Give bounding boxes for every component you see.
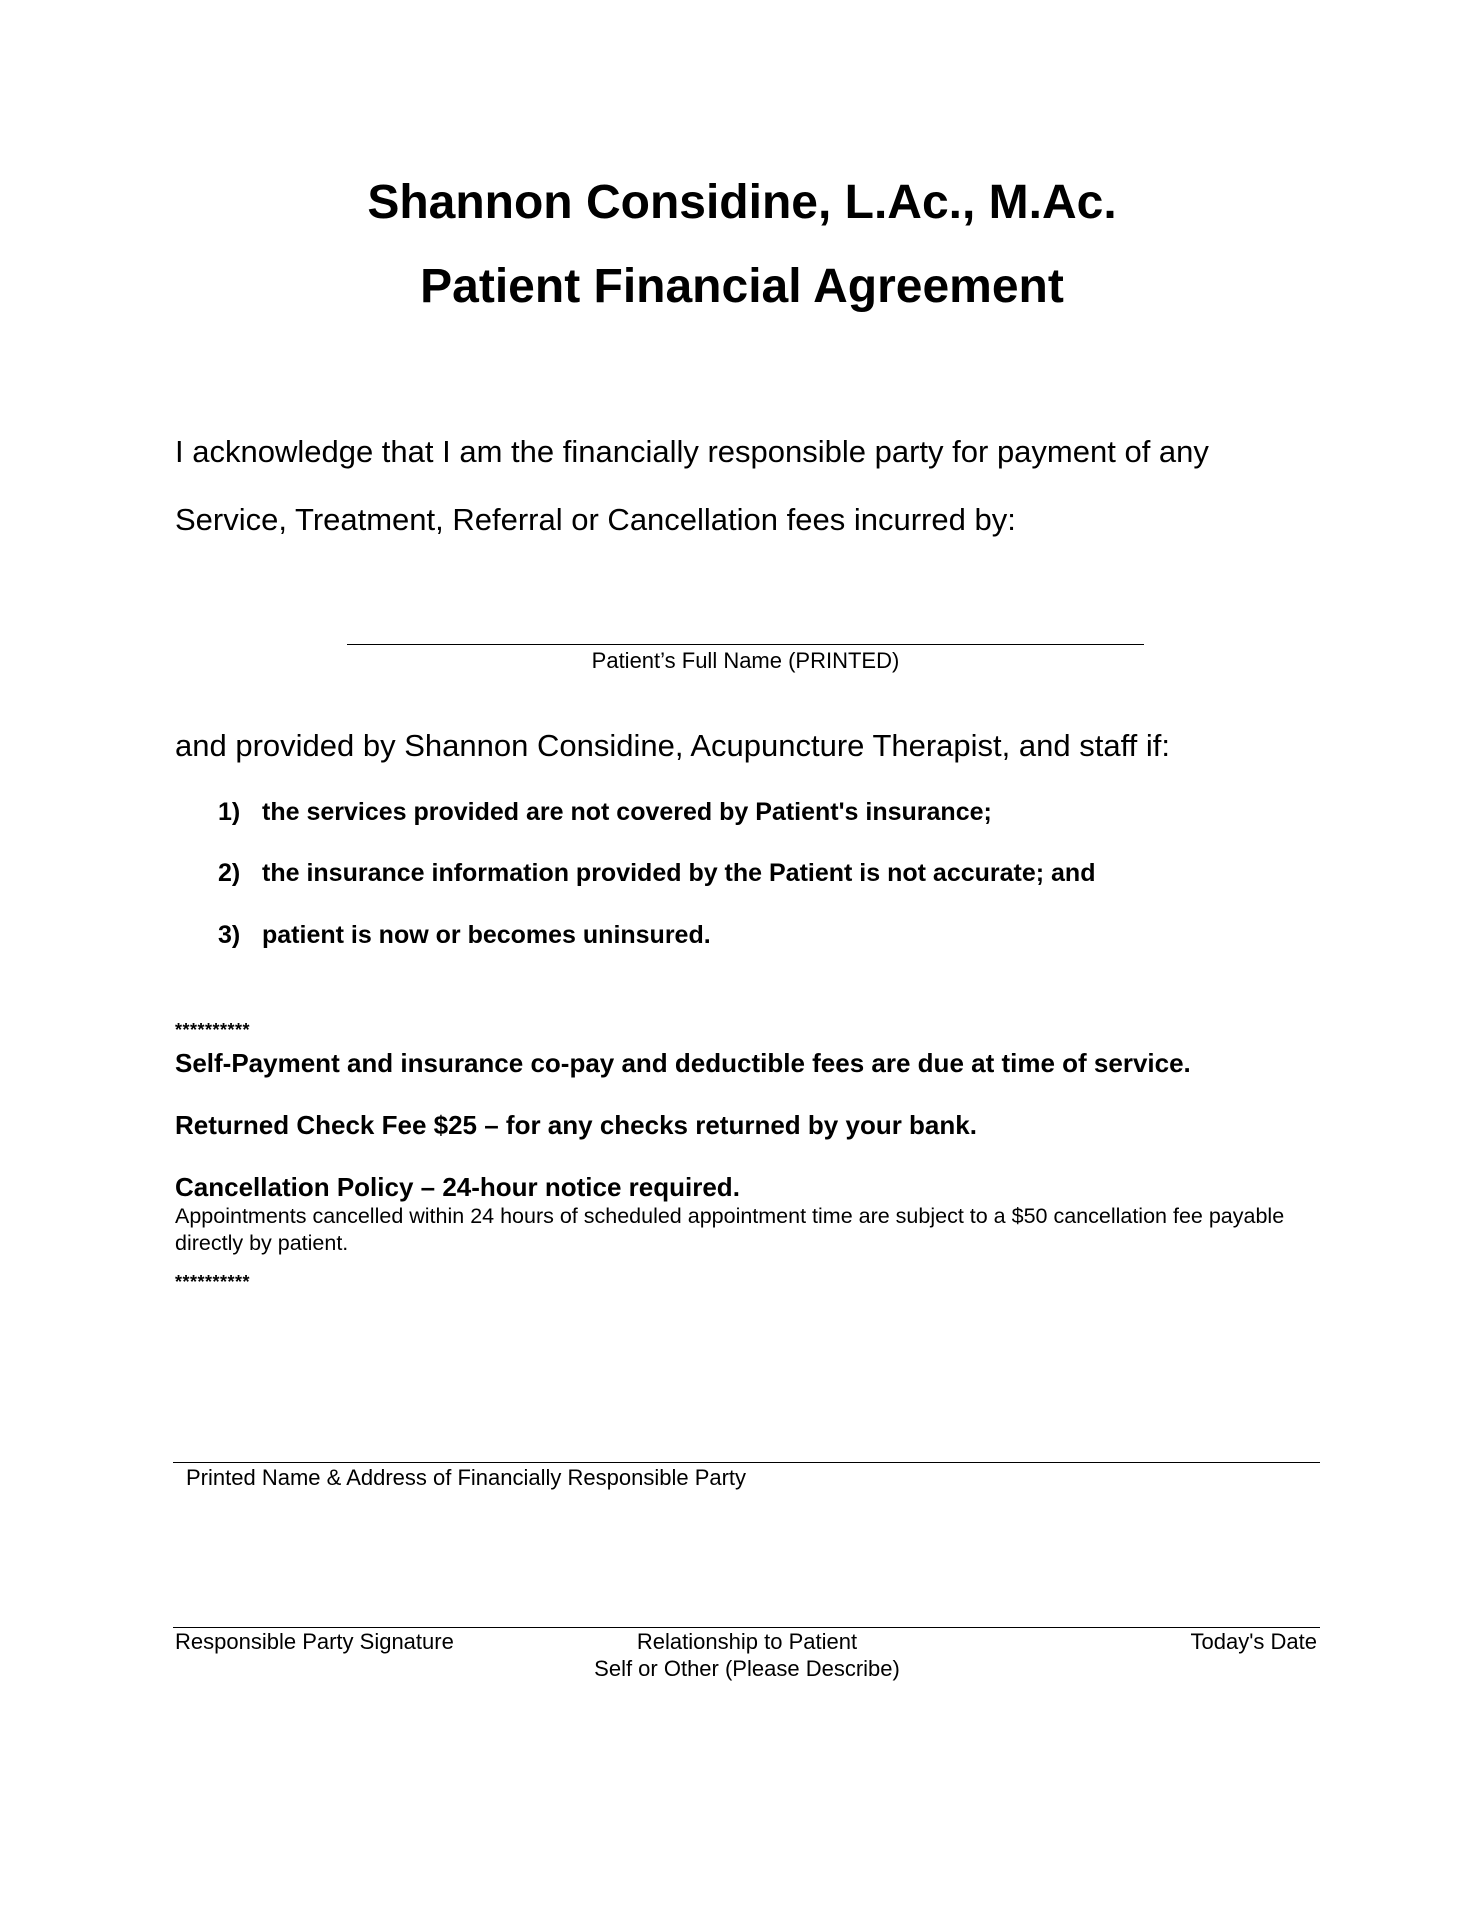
cancellation-policy-heading: Cancellation Policy – 24-hour notice required. [175,1172,740,1202]
separator-top: ********** [175,1020,251,1040]
relationship-label: Relationship to Patient [636,1629,858,1654]
intro-line-1: I acknowledge that I am the financially responsible party for payment of any [175,434,1209,469]
printed-name-address-line[interactable] [173,1462,1320,1463]
signature-label: Responsible Party Signature [175,1629,454,1654]
condition-3-number: 3) [218,921,241,949]
signature-line[interactable] [173,1627,1320,1628]
condition-1-text: the services provided are not covered by Patient's insurance; [262,798,992,826]
condition-1-number: 1) [218,798,241,826]
condition-3-text: patient is now or becomes uninsured. [262,921,711,949]
document-title: Shannon Considine, L.Ac., M.Ac. [367,176,1117,229]
printed-name-address-label: Printed Name & Address of Financially Responsible Party [186,1465,747,1490]
condition-2-text: the insurance information provided by the Patient is not accurate; and [262,859,1096,887]
self-payment-policy: Self-Payment and insurance co-pay and deductible fees are due at time of service. [175,1048,1191,1078]
relationship-sublabel: Self or Other (Please Describe) [594,1656,900,1681]
separator-bottom: ********** [175,1272,251,1292]
cancellation-policy-detail: Appointments cancelled within 24 hours of scheduled appointment time are subject to a $50 cancellation fee payable directly by patient. [175,1204,1285,1255]
patient-name-line[interactable] [347,644,1144,645]
conditions-lead: and provided by Shannon Considine, Acupuncture Therapist, and staff if: [175,728,1170,763]
condition-2-number: 2) [218,859,241,887]
intro-line-2: Service, Treatment, Referral or Cancellation fees incurred by: [175,502,1016,537]
document-subtitle: Patient Financial Agreement [420,260,1064,313]
patient-name-label: Patient’s Full Name (PRINTED) [591,648,900,673]
date-label: Today's Date [1190,1629,1317,1654]
returned-check-policy: Returned Check Fee $25 – for any checks returned by your bank. [175,1110,977,1140]
